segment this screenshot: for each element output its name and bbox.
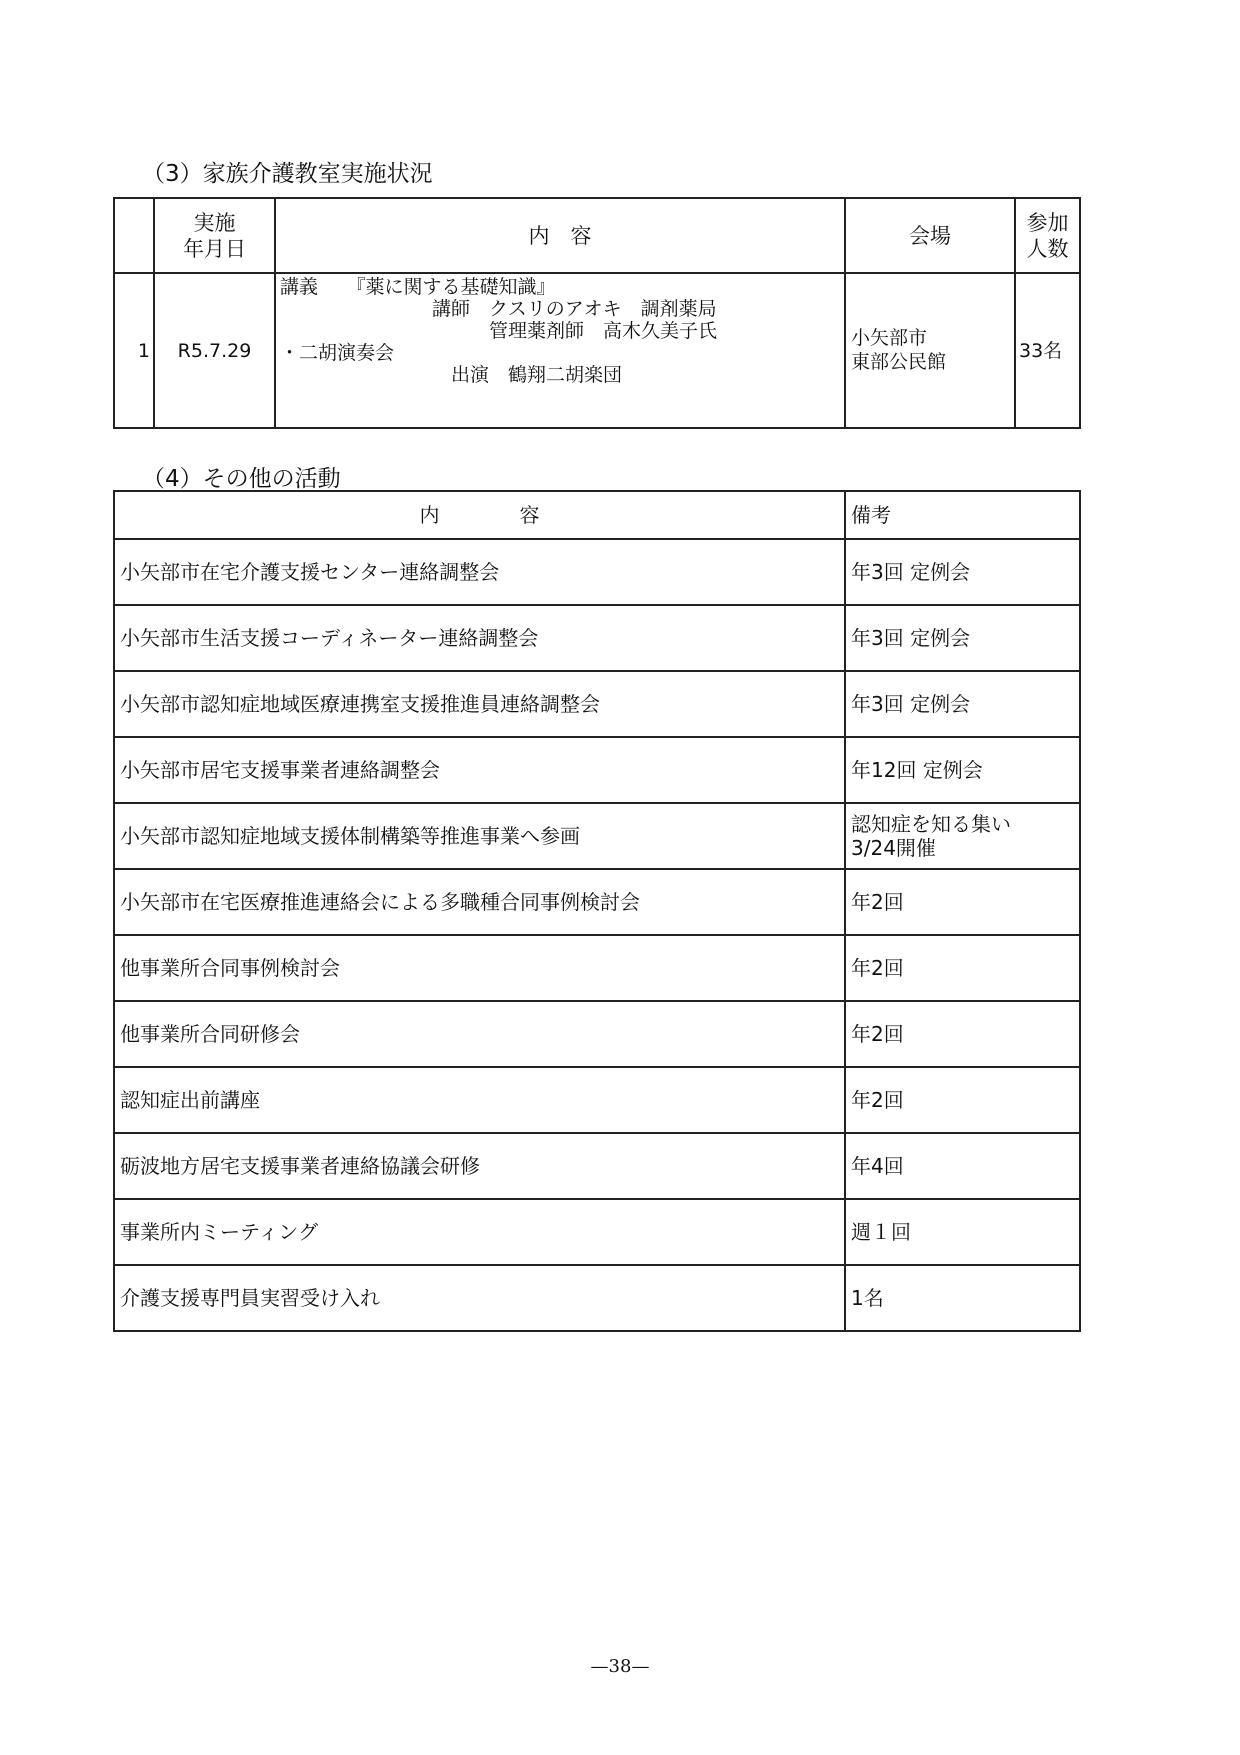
table-row — [114, 273, 1080, 428]
activity-content: 小矢部市居宅支援事業者連絡調整会 — [114, 737, 845, 803]
page-number: —38— — [590, 1656, 650, 1677]
note-line1: 年2回 — [851, 956, 904, 980]
activity-content: 小矢部市認知症地域支援体制構築等推進事業へ参画 — [114, 803, 845, 869]
note-line1: 年4回 — [851, 1154, 904, 1178]
header-participants-line1: 参加 — [1026, 210, 1069, 235]
table-row — [114, 803, 1080, 869]
note-line1: 認知症を知る集い — [851, 812, 1011, 836]
table-row — [114, 1001, 1080, 1067]
note-line1: 1名 — [851, 1286, 884, 1310]
note-line2: 3/24開催 — [851, 836, 936, 860]
header-content: 内 容 — [275, 198, 845, 273]
activity-note — [845, 737, 1080, 803]
content-line: ・二胡演奏会 — [280, 342, 395, 364]
table-row — [114, 935, 1080, 1001]
activity-note — [845, 1265, 1080, 1331]
content-line: 講義 『薬に関する基礎知識』 — [280, 276, 556, 298]
table-row — [114, 605, 1080, 671]
activity-note — [845, 1001, 1080, 1067]
activity-content: 他事業所合同事例検討会 — [114, 935, 845, 1001]
note-line1: 年2回 — [851, 1022, 904, 1046]
note-line1: 年3回 定例会 — [851, 626, 971, 650]
table-row — [114, 737, 1080, 803]
row-content — [275, 273, 845, 428]
activity-note — [845, 1133, 1080, 1199]
table-row — [114, 671, 1080, 737]
header-venue: 会場 — [845, 198, 1015, 273]
activity-content: 介護支援専門員実習受け入れ — [114, 1265, 845, 1331]
header-participants-line2: 人数 — [1026, 236, 1069, 261]
activity-content: 小矢部市在宅介護支援センター連絡調整会 — [114, 539, 845, 605]
row-venue — [845, 273, 1015, 428]
row-date: R5.7.29 — [154, 273, 275, 428]
activity-note — [845, 869, 1080, 935]
row-number: 1 — [114, 273, 154, 428]
note-line1: 年12回 定例会 — [851, 758, 983, 782]
activity-note — [845, 671, 1080, 737]
content-line: 講師 クスリのアオキ 調剤薬局 — [280, 298, 717, 320]
note-line1: 年3回 定例会 — [851, 692, 971, 716]
venue-line1: 小矢部市 — [851, 326, 928, 349]
table-row — [114, 539, 1080, 605]
table-header-row — [114, 198, 1080, 273]
section3-title: （3）家族介護教室実施状況 — [142, 161, 433, 187]
activity-content: 事業所内ミーティング — [114, 1199, 845, 1265]
table-row — [114, 1199, 1080, 1265]
header-content: 内 容 — [114, 491, 845, 539]
table-row — [114, 1067, 1080, 1133]
row-participants: 33名 — [1015, 273, 1080, 428]
activity-content: 小矢部市生活支援コーディネーター連絡調整会 — [114, 605, 845, 671]
activity-note — [845, 935, 1080, 1001]
activity-note — [845, 1067, 1080, 1133]
other-activities-table — [113, 490, 1081, 1332]
activity-note — [845, 539, 1080, 605]
header-date-line2: 年月日 — [183, 236, 246, 261]
venue-line2: 東部公民館 — [851, 350, 947, 373]
activity-content: 他事業所合同研修会 — [114, 1001, 845, 1067]
table-row — [114, 1133, 1080, 1199]
activity-content: 小矢部市在宅医療推進連絡会による多職種合同事例検討会 — [114, 869, 845, 935]
header-date-line1: 実施 — [193, 210, 236, 235]
activity-note — [845, 605, 1080, 671]
content-line: 出演 鶴翔二胡楽団 — [280, 364, 623, 386]
family-care-class-table — [113, 197, 1081, 429]
header-participants — [1015, 198, 1080, 273]
section4-title: （4）その他の活動 — [142, 466, 341, 492]
header-no — [114, 198, 154, 273]
table-header-row — [114, 491, 1080, 539]
activity-content: 砺波地方居宅支援事業者連絡協議会研修 — [114, 1133, 845, 1199]
note-line1: 年2回 — [851, 890, 904, 914]
activity-content: 小矢部市認知症地域医療連携室支援推進員連絡調整会 — [114, 671, 845, 737]
activity-content: 認知症出前講座 — [114, 1067, 845, 1133]
content-line: 管理薬剤師 高木久美子氏 — [280, 320, 718, 342]
header-date — [154, 198, 275, 273]
note-line1: 週１回 — [851, 1220, 911, 1244]
activity-note — [845, 803, 1080, 869]
table-row — [114, 869, 1080, 935]
header-note: 備考 — [845, 491, 1080, 539]
note-line1: 年2回 — [851, 1088, 904, 1112]
activity-note — [845, 1199, 1080, 1265]
note-line1: 年3回 定例会 — [851, 560, 971, 584]
table-row — [114, 1265, 1080, 1331]
